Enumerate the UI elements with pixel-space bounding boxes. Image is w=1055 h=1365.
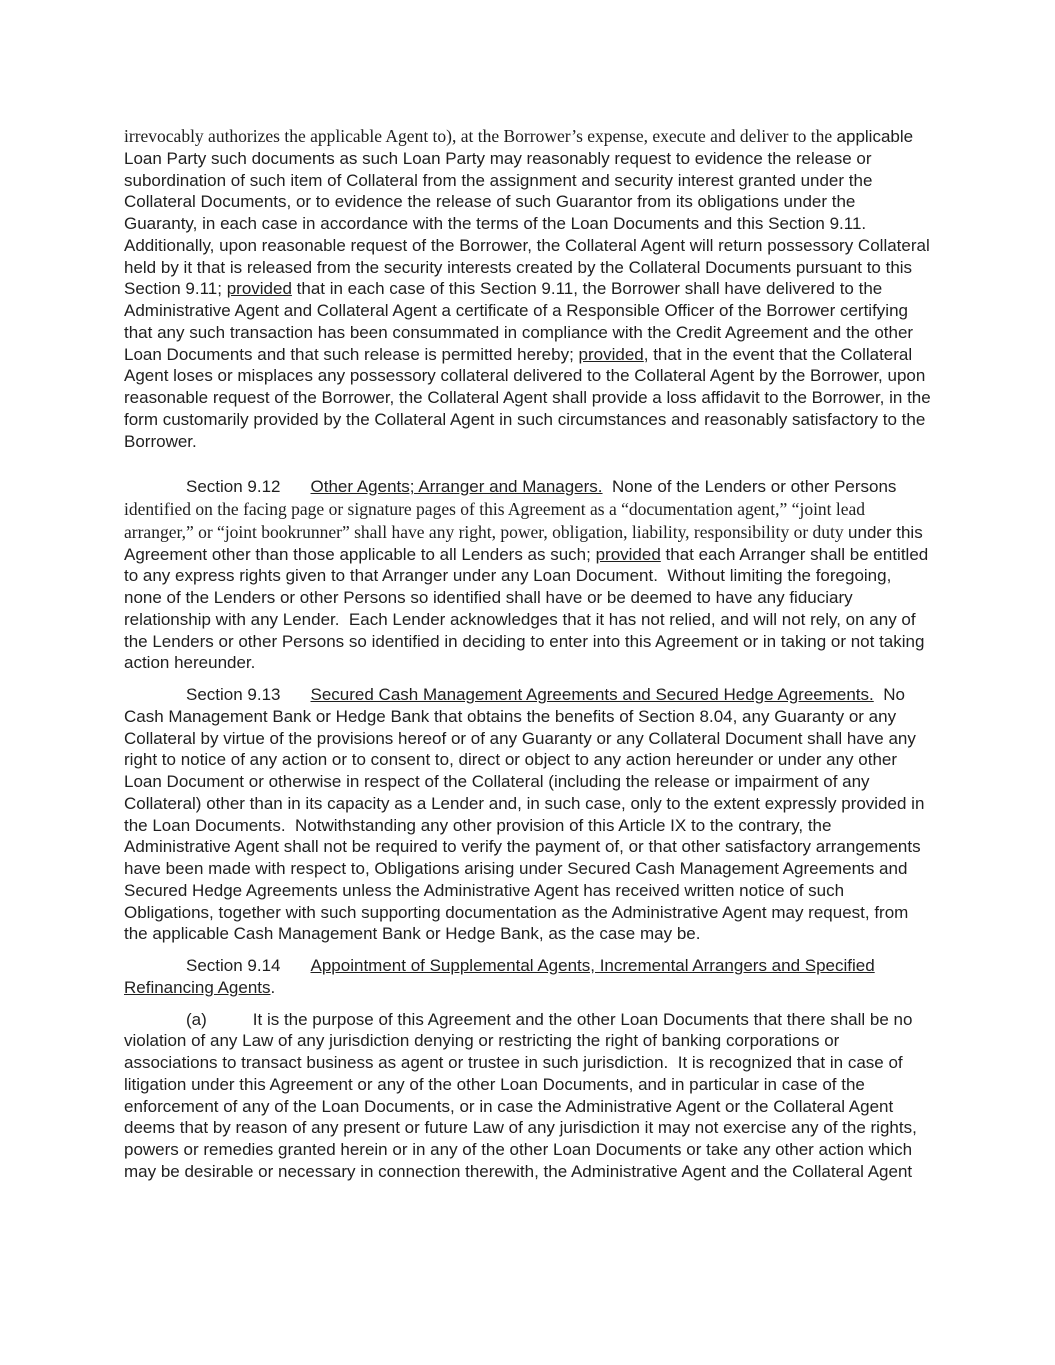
section-number: Section 9.14 [186, 956, 281, 975]
text-run: that in each case of this Section 9.11, the Borrower shall have delivered to the Administrative Agent and Collateral Agent a certificate of a Responsible Officer of the Borrower certifying that any such transaction has been consummated in compliance with the Credit Agreement and the other Loan Documents and that such release is permitted hereby; [124, 279, 914, 364]
list-marker: (a) [186, 1009, 207, 1029]
paragraph-continuation [124, 125, 931, 452]
paragraph-section-9-12 [124, 476, 931, 674]
section-title: Other Agents; Arranger and Managers. [310, 477, 603, 497]
text-run: No Cash Management Bank or Hedge Bank that obtains the benefits of Section 8.04, any Guaranty or any Collateral by virtue of the provisions hereof or of any Guaranty or any Collateral Document shall have any right to notice of any action or to consent to, direct or object to any action hereunder or under any other Loan Document or otherwise in respect of the Collateral (including the release or impairment of any Collateral) other than in its capacity as a Lender and, in such case, only to the extent expressly provided in the Loan Documents. Notwithstanding any other provision of this Article IX to the contrary, the Administrative Agent shall not be required to verify the payment of, or that other satisfactory arrangements have been made with respect to, Obligations arising under Secured Cash Management Agreements and Secured Hedge Agreements unless the Administrative Agent has received written notice of such Obligations, together with such supporting documentation as the Administrative Agent may request, from the applicable Cash Management Bank or Hedge Bank, as the case may be. [124, 685, 925, 944]
paragraph-section-9-14 [124, 955, 931, 999]
text-run: irrevocably authorizes the applicable Agent to), at the Borrower’s expense, execute and deliver to the [124, 126, 837, 146]
section-number: Section 9.13 [186, 685, 281, 704]
text-run: that each Arranger shall be entitled to any express rights given to that Arranger under any Loan Document. Without limiting the foregoing, none of the Lenders or other Persons so identified shall have or be deemed to have any fiduciary relationship with any Lender. Each Lender acknowledges that it has not relied, and will not rely, on any of the Lenders or other Persons so identified in deciding to enter into this Agreement or in taking or not taking action hereunder. [124, 544, 929, 673]
text-run: It is the purpose of this Agreement and the other Loan Documents that there shall be no violation of any Law of any jurisdiction denying or restricting the right of banking corporations or associations to transact business as agent or trustee in such jurisdiction. It is recognized that in case of litigation under this Agreement or any of the other Loan Documents, and in particular in case of the enforcement of any of the Loan Documents, or in case the Administrative Agent or the Collateral Agent deems that by reason of any present or future Law of any jurisdiction it may not exercise any of the rights, powers or remedies granted herein or in any of the other Loan Documents or take any other action which may be desirable or necessary in connection therewith, the Administrative Agent and the Collateral Agent [124, 1009, 917, 1181]
section-number: Section 9.12 [186, 477, 281, 497]
underlined-term: provided [226, 279, 292, 299]
underlined-term: provided [578, 344, 644, 364]
document-body [124, 125, 931, 1183]
underlined-term: provided [595, 544, 661, 564]
text-run: identified on the facing page or signature pages of this Agreement as a “documentation agent,” “joint lead arranger,” or “joint bookrunner” shall have any right, power, obligation, liability, responsibility or duty [124, 499, 866, 542]
paragraph-9-14-a [124, 1009, 931, 1183]
text-run: under this Agreement other than those applicable to all Lenders as such; [124, 522, 923, 564]
text-run: None of the Lenders or other Persons [602, 477, 897, 497]
paragraph-section-9-13 [124, 684, 931, 945]
text-run: , that in the event that the Collateral Agent loses or misplaces any possessory collateral delivered to the Collateral Agent by the Borrower, upon reasonable request of the Borrower, the Collateral Agent shall provide a loss affidavit to the Borrower, in the form customarily provided by the Collateral Agent in such circumstances and reasonably satisfactory to the Borrower. [124, 344, 931, 451]
text-run: applicable Loan Party such documents as such Loan Party may reasonably request to evidence the release or subordination of such item of Collateral from the assignment and security interest granted under the Collateral Documents, or to evidence the release of such Guarantor from its obligations under the Guaranty, in each case in accordance with the terms of the Loan Documents and this Section 9.11. Additionally, upon reasonable request of the Borrower, the Collateral Agent will return possessory Collateral held by it that is released from the security interests created by the Collateral Documents pursuant to this Section 9.11; [124, 127, 930, 299]
section-title: Appointment of Supplemental Agents, Incremental Arrangers and Specified Refinancing Agents [124, 956, 875, 997]
section-title: Secured Cash Management Agreements and Secured Hedge Agreements. [310, 685, 874, 704]
text-run: . [270, 977, 276, 997]
